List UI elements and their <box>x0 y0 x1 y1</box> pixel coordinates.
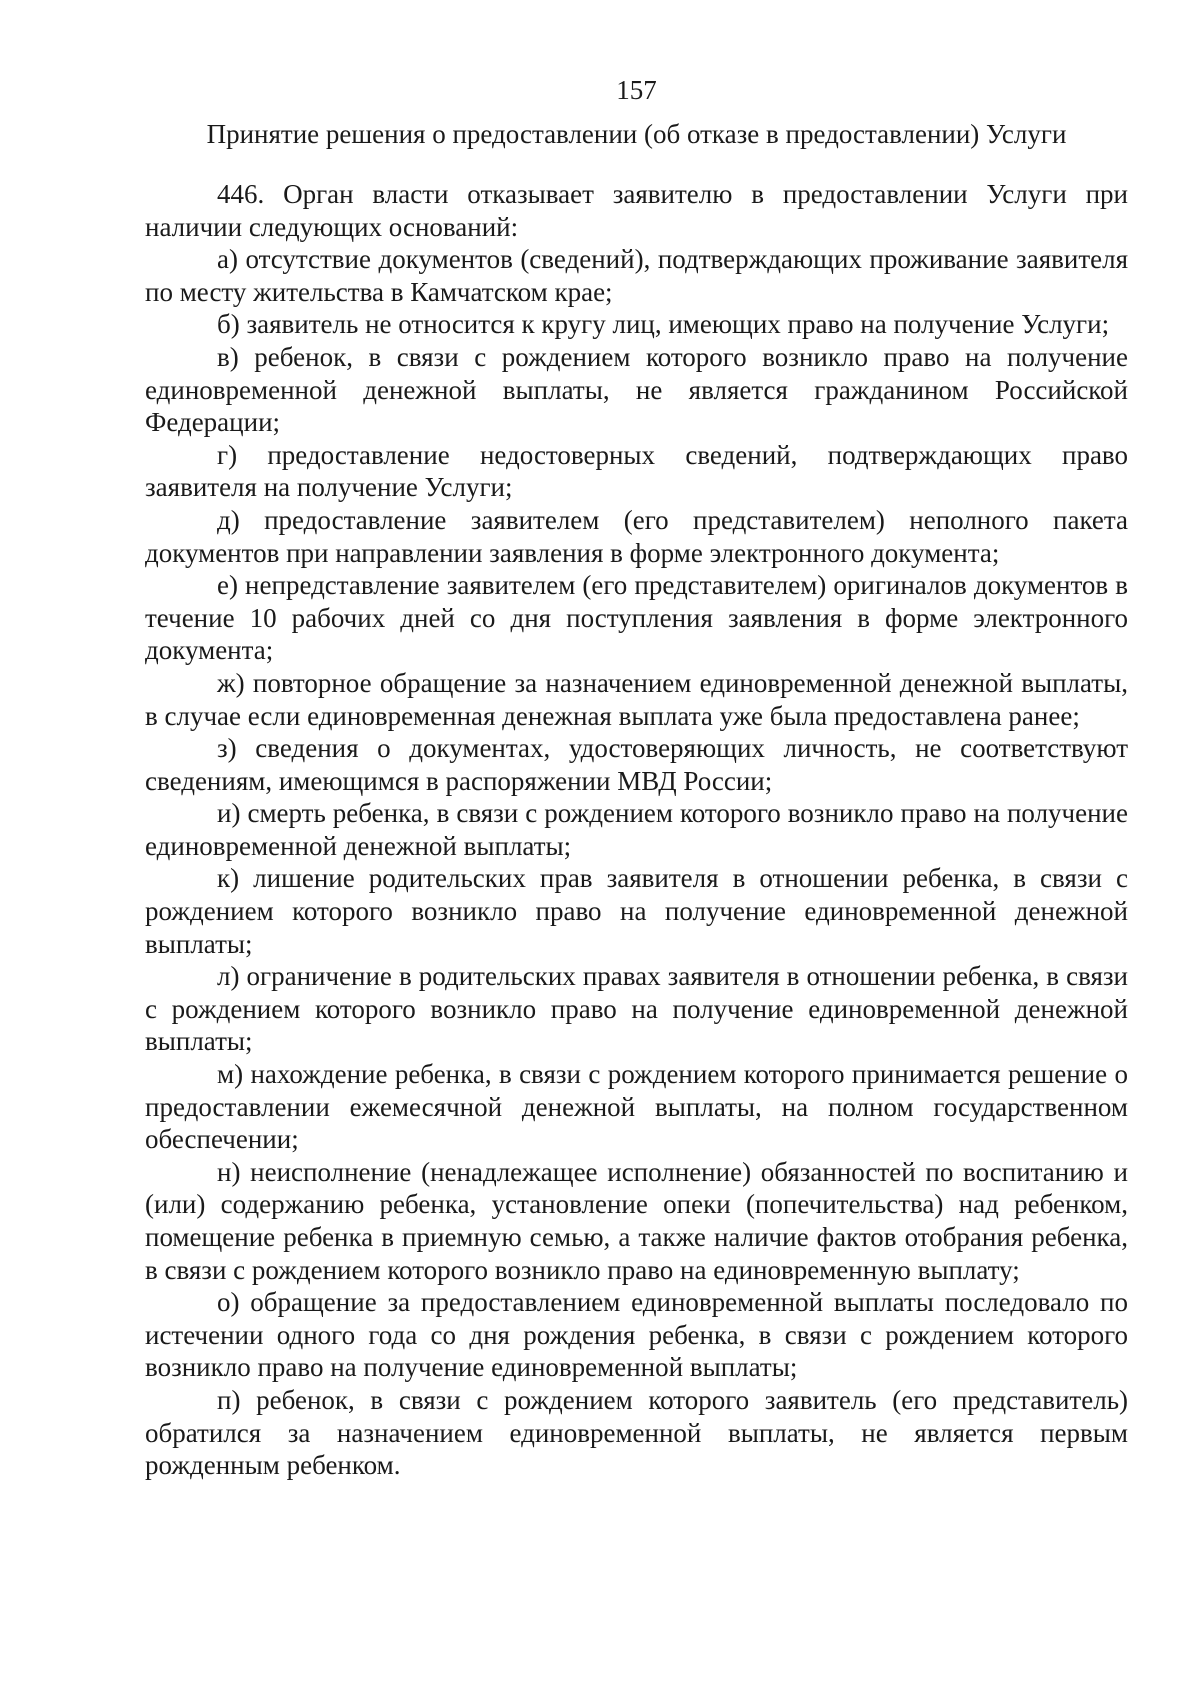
paragraph-item-k: к) лишение родительских прав заявителя в отношении ребенка, в связи с рождением которого возникло право на получение единовременной денежной выплаты; <box>145 863 1128 959</box>
paragraph-item-i: и) смерть ребенка, в связи с рождением которого возникло право на получение единовременной денежной выплаты; <box>145 798 1128 861</box>
paragraph-item-l: л) ограничение в родительских правах заявителя в отношении ребенка, в связи с рождением которого возникло право на получение единовременной денежной выплаты; <box>145 961 1128 1057</box>
paragraph-item-d: д) предоставление заявителем (его представителем) неполного пакета документов при направлении заявления в форме электронного документа; <box>145 504 1128 568</box>
page-number: 157 <box>616 75 657 105</box>
paragraph-item-n: н) неисполнение (ненадлежащее исполнение) обязанностей по воспитанию и (или) содержанию ребенка, установление опеки (попечительства) над ребенком, помещение ребенка в приемную семью, а также наличие фактов отобрания ребенка, в связи с рождением которого возникло право на единовременную выплату; <box>145 1156 1128 1285</box>
document-page <box>145 70 1128 1482</box>
paragraph-item-p: п) ребенок, в связи с рождением которого заявитель (его представитель) обратился за назначением единовременной выплаты, не является первым рожденным ребенком. <box>145 1384 1128 1481</box>
paragraph-item-a: а) отсутствие документов (сведений), подтверждающих проживание заявителя по месту жительства в Камчатском крае; <box>145 244 1128 307</box>
paragraph-item-m: м) нахождение ребенка, в связи с рождением которого принимается решение о предоставлении ежемесячной денежной выплаты, на полном государственном обеспечении; <box>145 1059 1128 1155</box>
paragraph-intro: 446. Орган власти отказывает заявителю в предоставлении Услуги при наличии следующих оснований: <box>145 179 1128 242</box>
section-title: Принятие решения о предоставлении (об отказе в предоставлении) Услуги <box>206 119 1067 149</box>
paragraph-item-o: о) обращение за предоставлением единовременной выплаты последовало по истечении одного года со дня рождения ребенка, в связи с рождением которого возникло право на получение единовременной выплаты; <box>145 1287 1128 1383</box>
paragraph-item-g: г) предоставление недостоверных сведений, подтверждающих право заявителя на получение Услуги; <box>145 439 1128 503</box>
paragraph-item-v: в) ребенок, в связи с рождением которого возникло право на получение единовременной денежной выплаты, не является гражданином Российской Федерации; <box>145 341 1128 438</box>
paragraph-item-z: з) сведения о документах, удостоверяющих личность, не соответствуют сведениям, имеющимся в распоряжении МВД России; <box>145 733 1128 796</box>
paragraph-item-b: б) заявитель не относится к кругу лиц, имеющих право на получение Услуги; <box>217 309 1110 340</box>
paragraph-item-e: е) непредставление заявителем (его представителем) оригиналов документов в течение 10 рабочих дней со дня поступления заявления в форме электронного документа; <box>145 570 1128 666</box>
paragraph-item-zh: ж) повторное обращение за назначением единовременной денежной выплаты, в случае если единовременная денежная выплата уже была предоставлена ранее; <box>145 667 1128 731</box>
